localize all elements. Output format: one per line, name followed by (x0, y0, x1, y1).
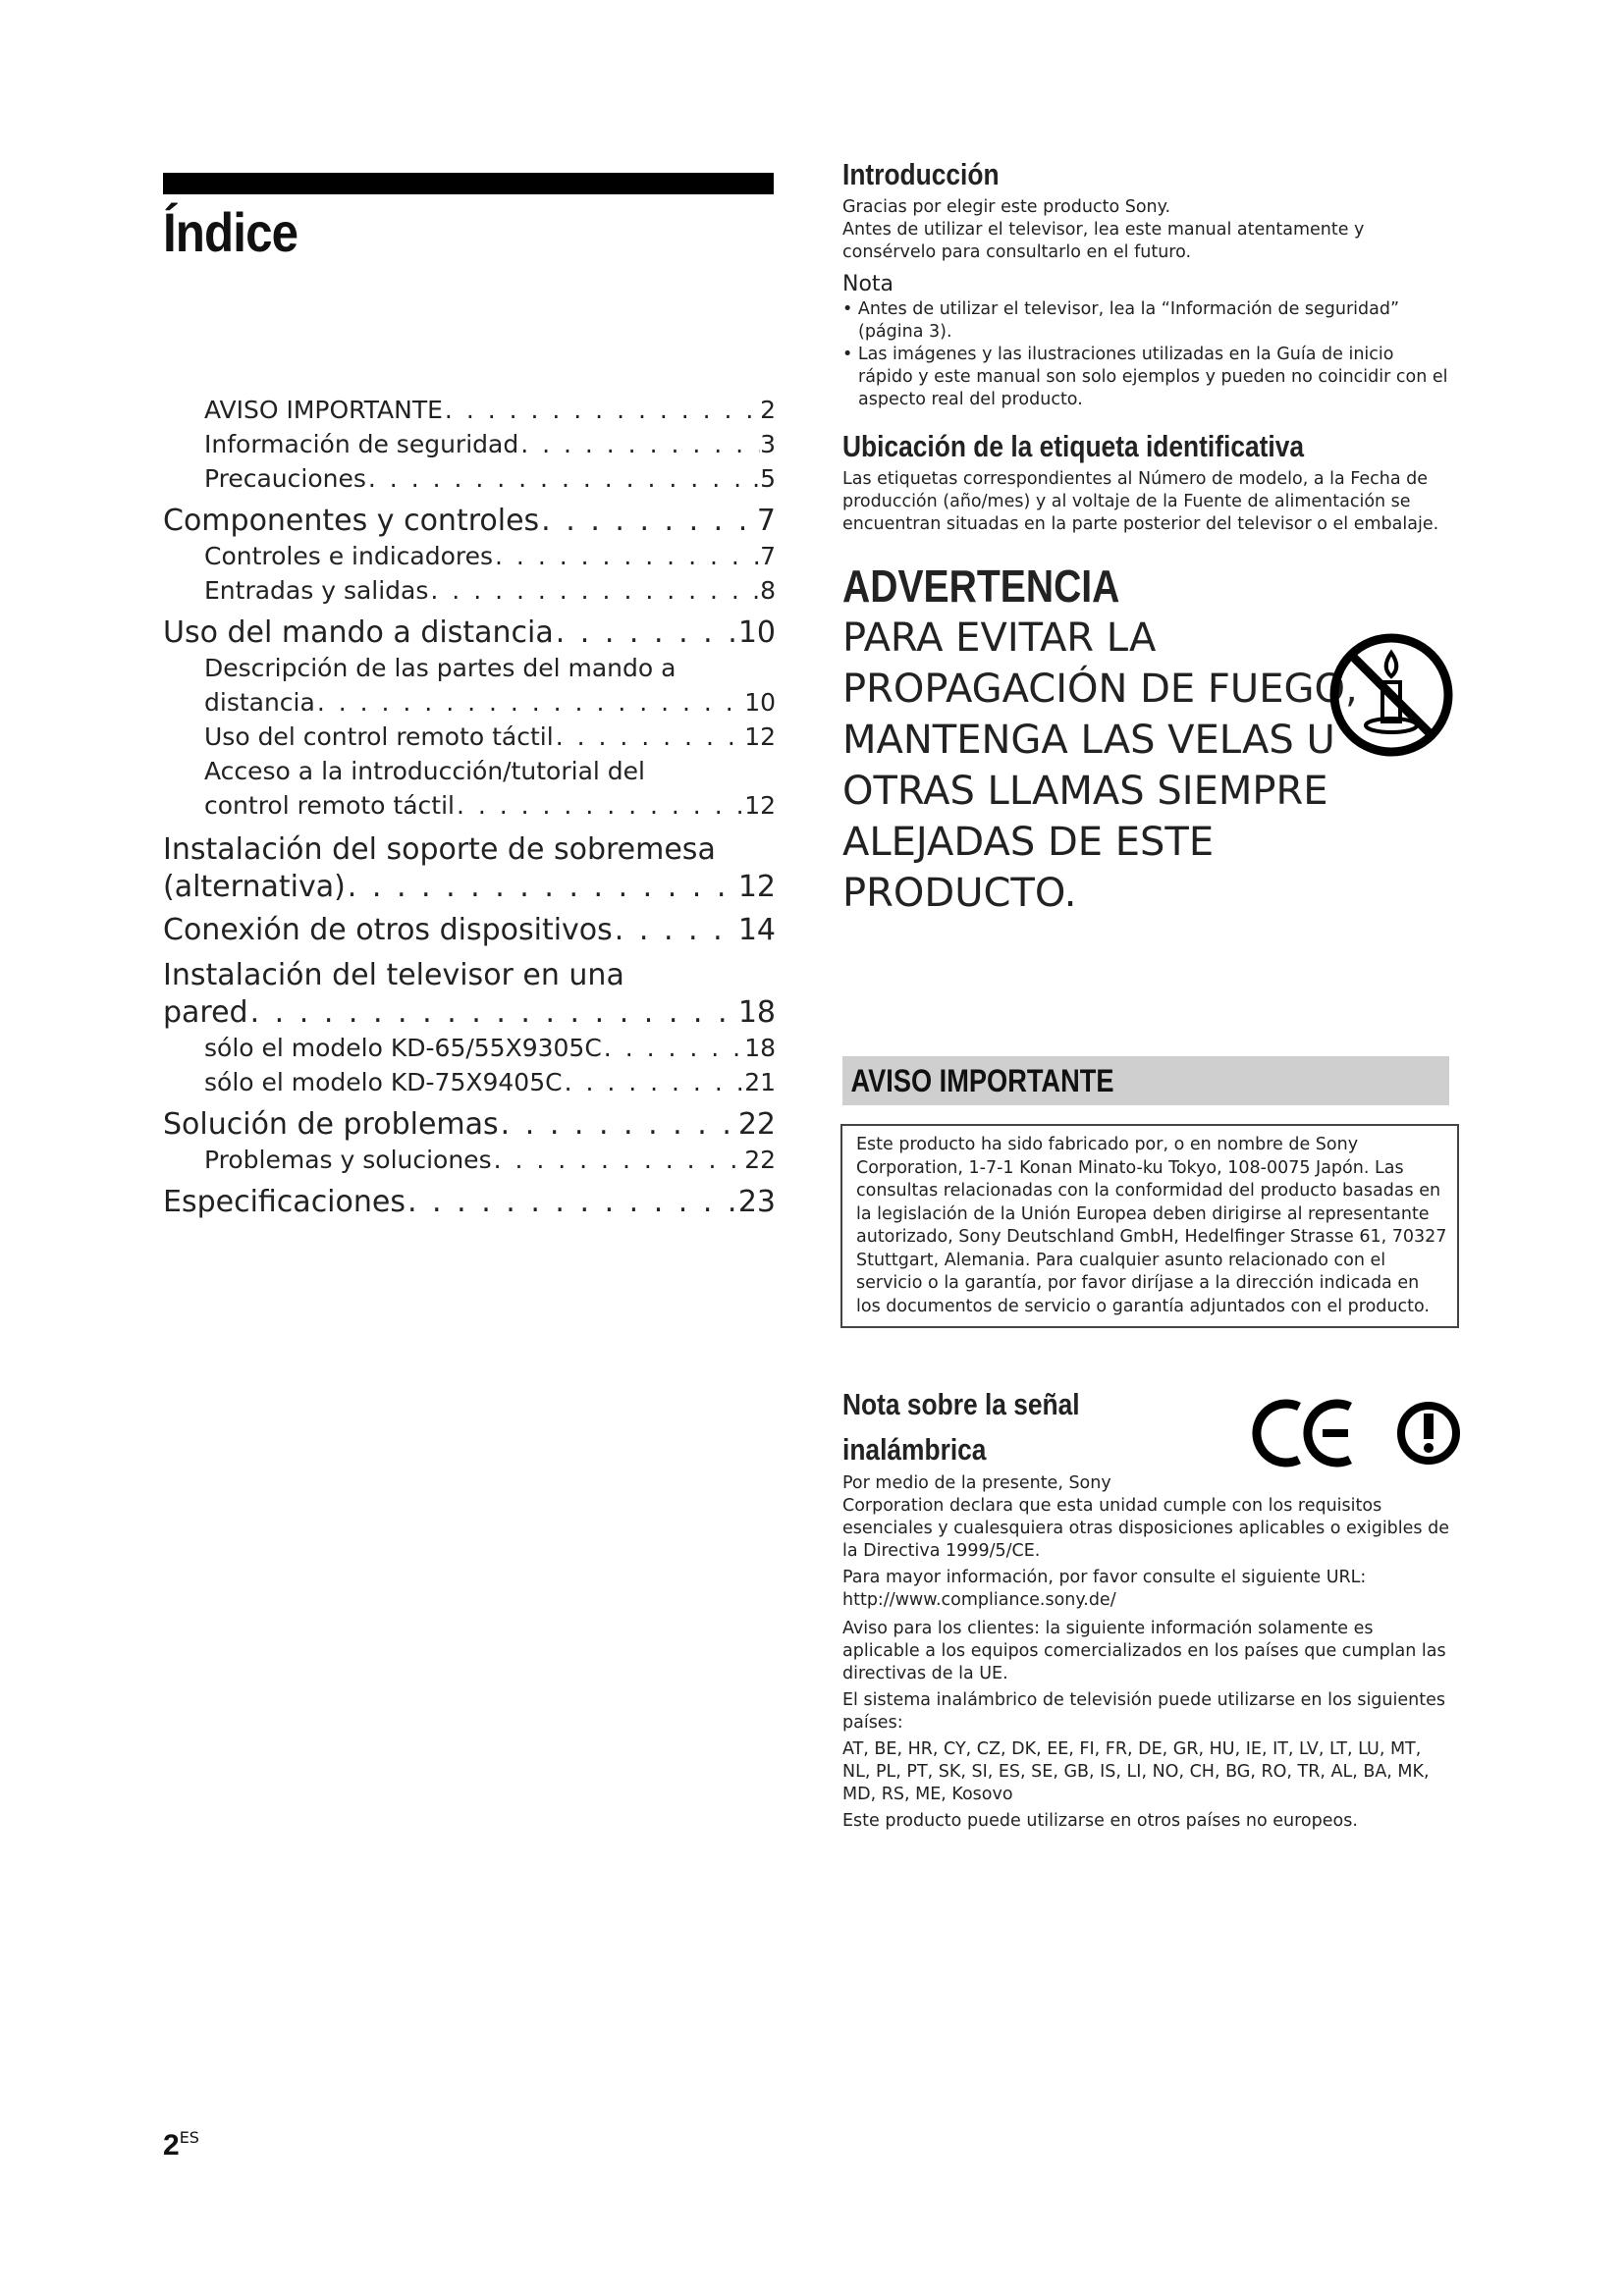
toc-section-label: Componentes y controles (163, 504, 540, 538)
toc-entry-page: 10 (744, 688, 776, 717)
toc-entry[interactable] (163, 788, 776, 823)
toc-entry-page: 18 (744, 1034, 776, 1062)
toc-section-label: Conexión de otros dispositivos (163, 913, 613, 947)
toc-entry[interactable] (163, 573, 776, 608)
toc-section-label: (alternativa) (163, 870, 346, 904)
toc-entry-label: Precauciones (204, 464, 366, 493)
toc-entry-page: 2 (760, 396, 776, 424)
intro-heading: Introducción (842, 157, 1000, 191)
toc-entry[interactable] (163, 1065, 776, 1099)
toc-entry-label: Problemas y soluciones (204, 1146, 492, 1174)
senal-text: Este producto puede utilizarse en otros países no europeos. (842, 1811, 1358, 1831)
toc-section[interactable] (163, 615, 776, 651)
page-footer (163, 2128, 199, 2163)
toc-section-page: 7 (756, 504, 776, 538)
toc-section-page: 18 (737, 995, 776, 1030)
advertencia-text: PARA EVITAR LA PROPAGACIÓN DE FUEGO, MANTENGA LAS VELAS U OTRAS LLAMAS SIEMPRE ALEJADAS DE ESTE PRODUCTO. (842, 615, 1358, 916)
toc-section-page: 10 (737, 615, 776, 650)
right-column (842, 157, 1451, 919)
toc-entry-label: Entradas y salidas (204, 576, 429, 605)
toc-entry-label: Información de seguridad (204, 430, 519, 458)
toc-entry[interactable] (163, 393, 776, 427)
advertencia-title: ADVERTENCIA (842, 561, 1120, 612)
toc-section-page: 22 (737, 1107, 776, 1142)
senal-heading: inalámbrica (842, 1432, 987, 1467)
toc-entry-label: Uso del control remoto táctil (204, 722, 554, 751)
ce-mark-icon (1252, 1399, 1468, 1468)
ubicacion-heading: Ubicación de la etiqueta identificativa (842, 429, 1305, 463)
title-bar (163, 173, 774, 194)
toc-section[interactable] (163, 995, 776, 1031)
toc-entry-page: 12 (744, 722, 776, 751)
toc-entry-page: 22 (744, 1146, 776, 1174)
aviso-header (842, 1056, 1449, 1105)
toc-entry[interactable] (163, 1031, 776, 1065)
language-code: ES (179, 2128, 199, 2147)
aviso-box: Este producto ha sido fabricado por, o en nombre de Sony Corporation, 1-7-1 Konan Minato-ku Tokyo, 108-0075 Japón. Las consultas relacionadas con la conformidad del producto basadas en la legislación de la Unión Europea deben dirigirse al representante autorizado, Sony Deutschland GmbH, Hedelfinger Strasse 61, 70327 Stuttgart, Alemania. Para cualquier asunto relacionado con el servicio o la garantía, por favor diríjase a la dirección indicada en los documentos de servicio o garantía adjuntados con el producto. (840, 1124, 1459, 1328)
toc-entry-page: .8 (752, 576, 776, 605)
senal-text: Corporation declara que esta unidad cumple con los requisitos esenciales y cualesquiera otras disposiciones aplicables o exigibles de la Directiva 1999/5/CE. (842, 1496, 1449, 1561)
toc-entry-label: sólo el modelo KD-75X9405C (204, 1068, 563, 1096)
page-title: Índice (163, 201, 298, 263)
toc-section[interactable] (163, 1185, 776, 1220)
toc-entry-line: Descripción de las partes del mando a (204, 654, 677, 682)
toc-header (163, 173, 774, 264)
nota-heading: Nota (842, 272, 894, 296)
toc-entry-label: sólo el modelo KD-65/55X9305C (204, 1034, 602, 1062)
toc-entry-label: Controles e indicadores (204, 542, 494, 570)
toc-entry-label: AVISO IMPORTANTE (204, 396, 443, 424)
toc-section[interactable] (163, 870, 776, 905)
toc-entry-page: .5 (752, 464, 776, 493)
toc-section-line: Instalación del televisor en una (163, 958, 624, 992)
toc-entry[interactable] (163, 427, 776, 461)
toc-section-page: 12 (737, 870, 776, 904)
toc-section-page: 23 (737, 1185, 776, 1219)
toc-section[interactable] (163, 504, 776, 539)
senal-text: Para mayor información, por favor consulte el siguiente URL: http://www.compliance.sony.de/ (842, 1568, 1367, 1610)
toc-entry[interactable] (163, 539, 776, 573)
toc-entry[interactable] (163, 685, 776, 720)
toc-section-label: pared (163, 995, 248, 1030)
senal-heading: Nota sobre la señal (842, 1387, 1080, 1421)
toc-entry-page: 12 (744, 791, 776, 820)
toc-section[interactable] (163, 1107, 776, 1143)
senal-countries: AT, BE, HR, CY, CZ, DK, EE, FI, FR, DE, GR, HU, IE, IT, LV, LT, LU, MT, NL, PL, PT, SK, SI, ES, SE, GB, IS, LI, NO, CH, BG, RO, TR, AL, BA, MK, MD, RS, ME, Kosovo (842, 1739, 1430, 1804)
toc-entry-page: 7 (760, 542, 776, 570)
toc-entry-label: control remoto táctil (204, 791, 455, 820)
senal-text: El sistema inalámbrico de televisión puede utilizarse en los siguientes países: (842, 1690, 1445, 1733)
table-of-contents (163, 393, 776, 1220)
senal-text: Por medio de la presente, Sony (842, 1473, 1111, 1493)
no-open-flame-icon (1327, 631, 1455, 759)
ubicacion-text: Las etiquetas correspondientes al Número de modelo, a la Fecha de producción (año/mes) y al voltaje de la Fuente de alimentación se encuentran situadas en la parte posterior del televisor o el embalaje. (842, 469, 1439, 534)
toc-entry-page: 21 (744, 1068, 776, 1096)
intro-text: Antes de utilizar el televisor, lea este manual atentamente y consérvelo para consultarlo en el futuro. (842, 220, 1365, 262)
toc-entry[interactable] (163, 1143, 776, 1177)
toc-section-label: Uso del mando a distancia (163, 615, 554, 650)
aviso-heading: AVISO IMPORTANTE (850, 1063, 1114, 1098)
toc-entry-label: distancia (204, 688, 315, 717)
toc-entry[interactable] (163, 720, 776, 754)
senal-text: Aviso para los clientes: la siguiente información solamente es aplicable a los equipos comercializados en los países que cumplan las directivas de la UE. (842, 1619, 1446, 1683)
toc-section-label: Especificaciones (163, 1185, 406, 1219)
toc-section-line: Instalación del soporte de sobremesa (163, 832, 716, 867)
intro-text: Gracias por elegir este producto Sony. (842, 197, 1171, 217)
page-number: 2 (163, 2129, 180, 2162)
nota-bullet: • Antes de utilizar el televisor, lea la “Información de seguridad” (página 3). (842, 299, 1400, 342)
toc-section[interactable] (163, 913, 776, 948)
nota-bullet: • Las imágenes y las ilustraciones utilizadas en la Guía de inicio rápido y este manual son solo ejemplos y pueden no coincidir con el aspecto real del producto. (842, 345, 1448, 409)
toc-entry[interactable] (163, 461, 776, 496)
toc-entry-line: Acceso a la introducción/tutorial del (204, 757, 645, 785)
toc-section-page: 14 (737, 913, 776, 947)
toc-section-label: Solución de problemas (163, 1107, 499, 1142)
toc-entry-page: 3 (760, 430, 776, 458)
